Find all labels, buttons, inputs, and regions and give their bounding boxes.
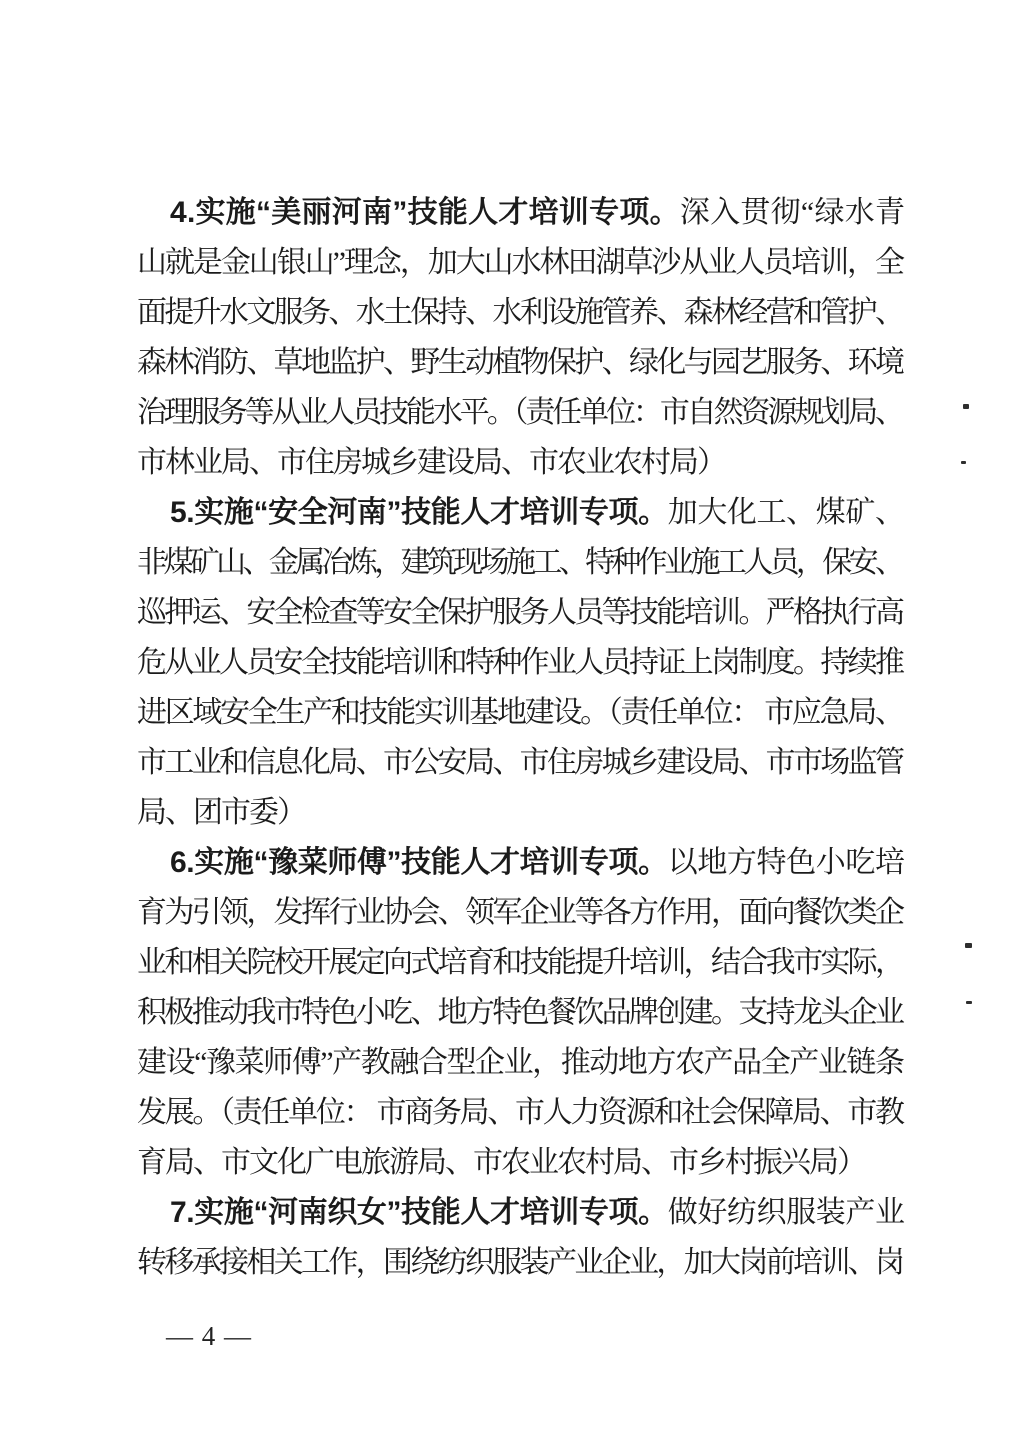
text-line-content — [137, 446, 725, 479]
body-text: 深入贯彻“绿水青 — [679, 196, 906, 229]
text-line — [137, 238, 905, 288]
text-line — [137, 338, 905, 388]
text-line-content — [137, 596, 902, 629]
text-line — [137, 938, 905, 988]
paragraph-item-6 — [137, 838, 905, 1188]
item-heading-text: 7.实施“河南织女”技能人才培训专项。 — [170, 1196, 668, 1229]
body-text: 以地方特色小吃培 — [667, 846, 905, 879]
text-line-content — [170, 196, 905, 229]
scan-speck — [965, 943, 972, 948]
text-line — [137, 288, 905, 338]
text-line-content — [137, 896, 902, 929]
body-text: 局、团市委） — [137, 796, 305, 829]
item-heading-text: 6.实施“豫菜师傅”技能人才培训专项。 — [170, 846, 668, 879]
body-text: 建设“豫菜师傅”产教融合型企业，推动地方农产品全产业链条 — [137, 1046, 904, 1079]
text-line-content — [137, 1046, 904, 1079]
text-line — [137, 738, 905, 788]
text-line-content — [137, 246, 903, 279]
body-text: 育为引领，发挥行业协会、领军企业等各方作用，面向餐饮类企 — [137, 896, 903, 929]
text-line — [137, 388, 905, 438]
text-line — [137, 1188, 905, 1238]
item-heading-text: 5.实施“安全河南”技能人才培训专项。 — [170, 496, 668, 529]
text-line-content — [137, 746, 902, 779]
body-text: 做好纺织服装产业 — [667, 1196, 905, 1229]
text-line — [137, 488, 905, 538]
text-line-content — [137, 946, 902, 979]
body-text: 巡押运、安全检查等安全保护服务人员等技能培训。严格执行高 — [137, 596, 903, 629]
document-body — [137, 188, 905, 1288]
text-line-content — [137, 996, 902, 1029]
scan-speck — [961, 461, 966, 464]
body-text: 进区域安全生产和技能实训基地建设。（责任单位： 市应急局、 — [137, 696, 903, 729]
paragraph-item-4 — [137, 188, 905, 488]
text-line — [137, 538, 905, 588]
body-text: 面提升水文服务、水土保持、水利设施管养、森林经营和管护、 — [137, 296, 903, 329]
body-text: 市林业局、市住房城乡建设局、市农业农村局） — [137, 446, 725, 479]
text-line-content — [137, 396, 902, 429]
scan-speck — [966, 1001, 972, 1004]
text-line — [137, 1238, 905, 1288]
text-line-content — [137, 546, 901, 579]
text-line-content — [137, 1246, 902, 1279]
body-text: 治理服务等从业人员技能水平。（责任单位：市自然资源规划局、 — [137, 396, 902, 429]
body-text: 加大化工、煤矿、 — [667, 496, 905, 529]
text-line — [137, 1038, 905, 1088]
scan-speck — [963, 404, 969, 409]
text-line-content — [137, 646, 902, 679]
text-line — [137, 1138, 905, 1188]
page-number: — 4 — — [166, 1321, 252, 1351]
text-line-content — [137, 346, 902, 379]
body-text: 山就是金山银山”理念，加大山水林田湖草沙从业人员培训，全 — [137, 246, 903, 279]
text-line — [137, 838, 905, 888]
text-line-content — [137, 1096, 903, 1129]
text-line — [137, 188, 905, 238]
text-line — [137, 688, 905, 738]
body-text: 发展。（责任单位： 市商务局、市人力资源和社会保障局、市教 — [137, 1096, 903, 1129]
text-line — [137, 438, 905, 488]
text-line-content — [137, 696, 903, 729]
body-text: 转移承接相关工作，围绕纺织服装产业企业，加大岗前培训、岗 — [137, 1246, 903, 1279]
text-line — [137, 588, 905, 638]
text-line-content — [137, 1146, 865, 1179]
body-text: 非煤矿山、金属冶炼，建筑现场施工、特种作业施工人员，保安、 — [137, 546, 902, 579]
body-text: 危从业人员安全技能培训和特种作业人员持证上岗制度。持续推 — [137, 646, 903, 679]
paragraph-item-7 — [137, 1188, 905, 1288]
body-text: 市工业和信息化局、市公安局、市住房城乡建设局、市市场监管 — [137, 746, 903, 779]
body-text: 育局、市文化广电旅游局、市农业农村局、市乡村振兴局） — [137, 1146, 865, 1179]
text-line — [137, 988, 905, 1038]
item-heading-text: 4.实施“美丽河南”技能人才培训专项。 — [170, 196, 680, 229]
text-line — [137, 788, 905, 838]
text-line — [137, 888, 905, 938]
text-line-content — [137, 296, 902, 329]
text-line-content — [137, 796, 305, 829]
text-line-content — [170, 496, 905, 529]
text-line — [137, 638, 905, 688]
text-line-content — [170, 1196, 905, 1229]
paragraph-item-5 — [137, 488, 905, 838]
body-text: 业和相关院校开展定向式培育和技能提升培训，结合我市实际， — [137, 946, 903, 979]
text-line-content — [170, 846, 905, 879]
body-text: 积极推动我市特色小吃、地方特色餐饮品牌创建。支持龙头企业 — [137, 996, 903, 1029]
text-line — [137, 1088, 905, 1138]
body-text: 森林消防、草地监护、野生动植物保护、绿化与园艺服务、环境 — [137, 346, 903, 379]
